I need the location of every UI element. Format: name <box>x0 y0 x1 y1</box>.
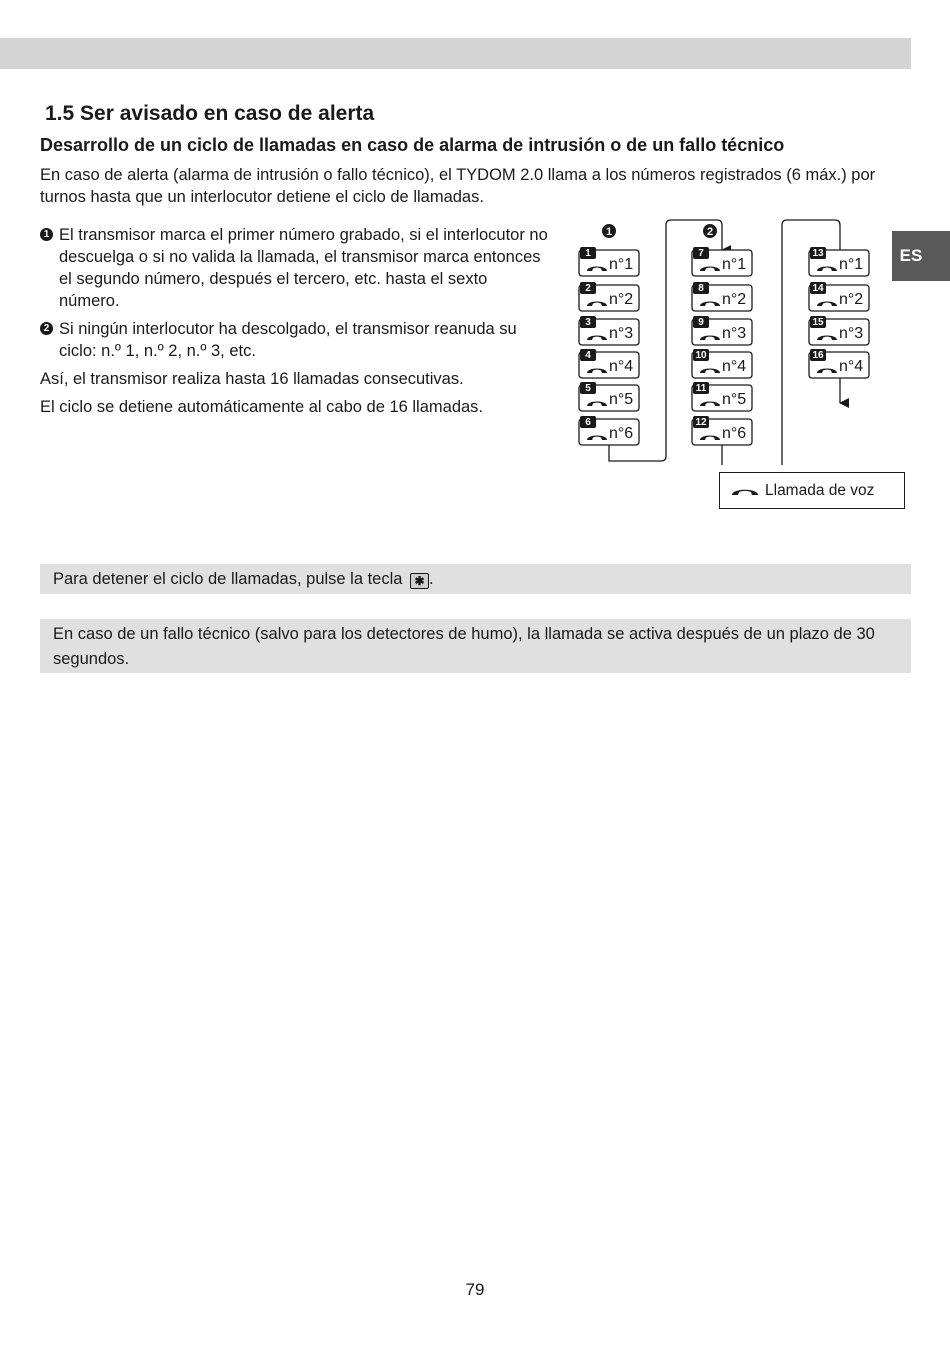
call-sequence-number: 5 <box>585 383 591 394</box>
call-number-label: n°1 <box>839 256 864 273</box>
section-title: 1.5 Ser avisado en caso de alerta <box>45 102 375 125</box>
call-sequence-number: 14 <box>812 283 824 294</box>
call-box <box>579 382 639 411</box>
call-box <box>692 349 752 378</box>
steps-list <box>40 224 550 424</box>
call-box <box>579 316 639 345</box>
call-box <box>579 416 639 445</box>
call-cycle-diagram <box>560 215 890 465</box>
phone-handset-icon <box>730 484 760 498</box>
call-box <box>579 247 639 276</box>
header-bar <box>0 38 911 69</box>
cycle-marker <box>703 224 717 238</box>
call-box <box>809 349 869 378</box>
call-sequence-number: 10 <box>695 350 707 361</box>
stop-cycle-end: . <box>429 570 434 588</box>
call-number-label: n°4 <box>722 358 747 375</box>
step-1 <box>40 224 550 312</box>
call-box <box>692 382 752 411</box>
call-sequence-number: 15 <box>812 317 824 328</box>
call-box <box>692 247 752 276</box>
call-sequence-number: 16 <box>812 350 824 361</box>
call-sequence-number: 6 <box>585 417 591 428</box>
call-box <box>692 282 752 311</box>
language-tab: ES <box>892 231 950 281</box>
call-box <box>809 282 869 311</box>
technical-fault-note: En caso de un fallo técnico (salvo para los detectores de humo), la llamada se activa después de un plazo de 30 segundos. <box>40 619 911 673</box>
call-sequence-number: 1 <box>585 248 591 259</box>
call-number-label: n°2 <box>609 291 634 308</box>
cycle-end-paragraph: El ciclo se detiene automáticamente al cabo de 16 llamadas. <box>40 398 484 416</box>
call-number-label: n°3 <box>722 325 747 342</box>
call-sequence-number: 12 <box>695 417 707 428</box>
calls-count-paragraph: Así, el transmisor realiza hasta 16 llamadas consecutivas. <box>40 370 464 388</box>
call-number-label: n°4 <box>839 358 864 375</box>
call-number-label: n°1 <box>609 256 634 273</box>
call-sequence-number: 11 <box>695 383 707 394</box>
call-number-label: n°6 <box>609 425 634 442</box>
call-sequence-number: 3 <box>585 317 591 328</box>
cycle-marker <box>602 224 616 238</box>
call-sequence-number: 13 <box>812 248 824 259</box>
step-2 <box>40 318 550 362</box>
svg-text:2: 2 <box>706 226 714 238</box>
call-box <box>809 247 869 276</box>
star-key-icon: ✱ <box>410 573 429 589</box>
legend-label: Llamada de voz <box>765 481 875 499</box>
call-number-label: n°2 <box>722 291 747 308</box>
call-sequence-number: 4 <box>585 350 591 361</box>
diagram-legend <box>719 472 905 509</box>
page-number: 79 <box>465 1280 485 1299</box>
call-number-label: n°3 <box>609 325 634 342</box>
call-sequence-number: 8 <box>698 283 704 294</box>
cycle-markers <box>602 224 717 238</box>
step-text: Si ningún interlocutor ha descolgado, el transmisor reanuda su ciclo: n.º 1, n.º 2, n.º 3, etc. <box>59 320 517 360</box>
call-number-label: n°1 <box>722 256 747 273</box>
call-box <box>579 282 639 311</box>
step-text: El transmisor marca el primer número grabado, si el interlocutor no descuelga o si no valida la llamada, el transmisor marca entonces el segundo número, después el tercero, etc. hasta el sexto número. <box>59 226 548 310</box>
svg-text:1: 1 <box>605 226 613 238</box>
call-sequence-number: 2 <box>585 283 591 294</box>
call-box <box>579 349 639 378</box>
call-number-label: n°5 <box>722 391 747 408</box>
call-sequence-number: 9 <box>698 317 704 328</box>
step-marker: 2 <box>40 322 53 335</box>
call-number-label: n°6 <box>722 425 747 442</box>
call-number-label: n°5 <box>609 391 634 408</box>
call-number-label: n°2 <box>839 291 864 308</box>
call-boxes <box>579 247 869 445</box>
stop-cycle-text: Para detener el ciclo de llamadas, pulse la tecla <box>53 570 403 588</box>
section-subtitle: Desarrollo de un ciclo de llamadas en caso de alarma de intrusión o de un fallo técnico <box>40 135 785 155</box>
stop-cycle-note <box>40 564 911 594</box>
call-number-label: n°3 <box>839 325 864 342</box>
call-sequence-number: 7 <box>698 248 704 259</box>
intro-paragraph: En caso de alerta (alarma de intrusión o fallo técnico), el TYDOM 2.0 llama a los números registrados (6 máx.) por turnos hasta que un interlocutor detiene el ciclo de llamadas. <box>40 166 876 206</box>
step-marker: 1 <box>40 228 53 241</box>
call-box <box>692 316 752 345</box>
call-box <box>809 316 869 345</box>
call-box <box>692 416 752 445</box>
call-number-label: n°4 <box>609 358 634 375</box>
